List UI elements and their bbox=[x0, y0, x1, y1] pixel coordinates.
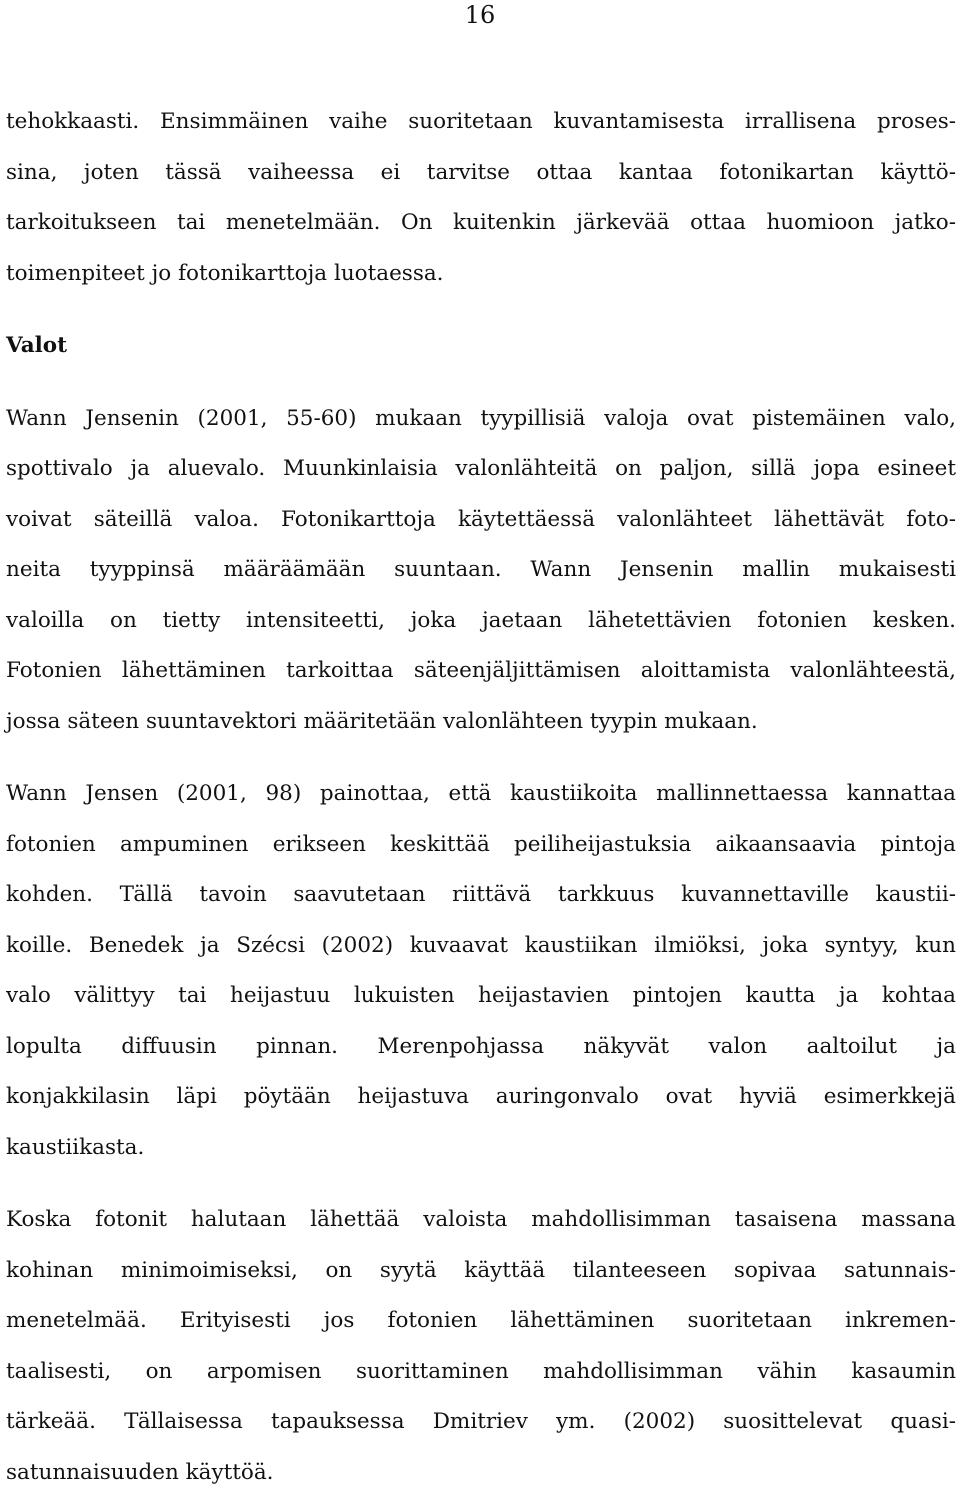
text-line: taalisesti, on arpomisen suorittaminen mahdollisimman vähin kasaumin bbox=[6, 1347, 956, 1398]
text-line: spottivalo ja aluevalo. Muunkinlaisia valonlähteitä on paljon, sillä jopa esineet bbox=[6, 444, 956, 495]
text-line: valo välittyy tai heijastuu lukuisten heijastavien pintojen kautta ja kohtaa bbox=[6, 971, 956, 1022]
text-line: valoilla on tietty intensiteetti, joka jaetaan lähetettävien fotonien kesken. bbox=[6, 596, 956, 647]
text-line: Wann Jensen (2001, 98) painottaa, että kaustiikoita mallinnettaessa kannattaa bbox=[6, 769, 956, 820]
text-line: neita tyyppinsä määräämään suuntaan. Wann Jensenin mallin mukaisesti bbox=[6, 545, 956, 596]
paragraph-gap bbox=[6, 747, 956, 769]
text-line: lopulta diffuusin pinnan. Merenpohjassa näkyvät valon aaltoilut ja bbox=[6, 1022, 956, 1073]
document-body bbox=[6, 97, 956, 1498]
text-line: kohden. Tällä tavoin saavutetaan riittävä tarkkuus kuvannettaville kaustii- bbox=[6, 870, 956, 921]
text-line: konjakkilasin läpi pöytään heijastuva auringonvalo ovat hyviä esimerkkejä bbox=[6, 1072, 956, 1123]
text-line: jossa säteen suuntavektori määritetään valonlähteen tyypin mukaan. bbox=[6, 697, 956, 748]
page-number: 16 bbox=[0, 0, 960, 30]
text-line: tärkeää. Tällaisessa tapauksessa Dmitriev ym. (2002) suosittelevat quasi- bbox=[6, 1397, 956, 1448]
text-line: koille. Benedek ja Szécsi (2002) kuvaavat kaustiikan ilmiöksi, joka syntyy, kun bbox=[6, 921, 956, 972]
text-line: fotonien ampuminen erikseen keskittää peiliheijastuksia aikaansaavia pintoja bbox=[6, 820, 956, 871]
text-line: menetelmää. Erityisesti jos fotonien lähettäminen suoritetaan inkremen- bbox=[6, 1296, 956, 1347]
paragraph-gap bbox=[6, 299, 956, 321]
paragraph-gap bbox=[6, 1173, 956, 1195]
paragraph bbox=[6, 769, 956, 1173]
text-line: Wann Jensenin (2001, 55-60) mukaan tyypillisiä valoja ovat pistemäinen valo, bbox=[6, 394, 956, 445]
section-heading: Valot bbox=[6, 321, 956, 372]
text-line: tarkoitukseen tai menetelmään. On kuitenkin järkevää ottaa huomioon jatko- bbox=[6, 198, 956, 249]
text-line: kaustiikasta. bbox=[6, 1123, 956, 1174]
paragraph-gap bbox=[6, 372, 956, 394]
text-line: Koska fotonit halutaan lähettää valoista mahdollisimman tasaisena massana bbox=[6, 1195, 956, 1246]
text-line: toimenpiteet jo fotonikarttoja luotaessa. bbox=[6, 249, 956, 300]
text-line: satunnaisuuden käyttöä. bbox=[6, 1448, 956, 1498]
text-line: tehokkaasti. Ensimmäinen vaihe suoritetaan kuvantamisesta irrallisena proses- bbox=[6, 97, 956, 148]
text-line: voivat säteillä valoa. Fotonikarttoja käytettäessä valonlähteet lähettävät foto- bbox=[6, 495, 956, 546]
text-line: Fotonien lähettäminen tarkoittaa säteenjäljittämisen aloittamista valonlähteestä, bbox=[6, 646, 956, 697]
paragraph bbox=[6, 1195, 956, 1498]
text-line: sina, joten tässä vaiheessa ei tarvitse ottaa kantaa fotonikartan käyttö- bbox=[6, 148, 956, 199]
paragraph bbox=[6, 394, 956, 748]
paragraph bbox=[6, 97, 956, 299]
text-line: kohinan minimoimiseksi, on syytä käyttää tilanteeseen sopivaa satunnais- bbox=[6, 1246, 956, 1297]
